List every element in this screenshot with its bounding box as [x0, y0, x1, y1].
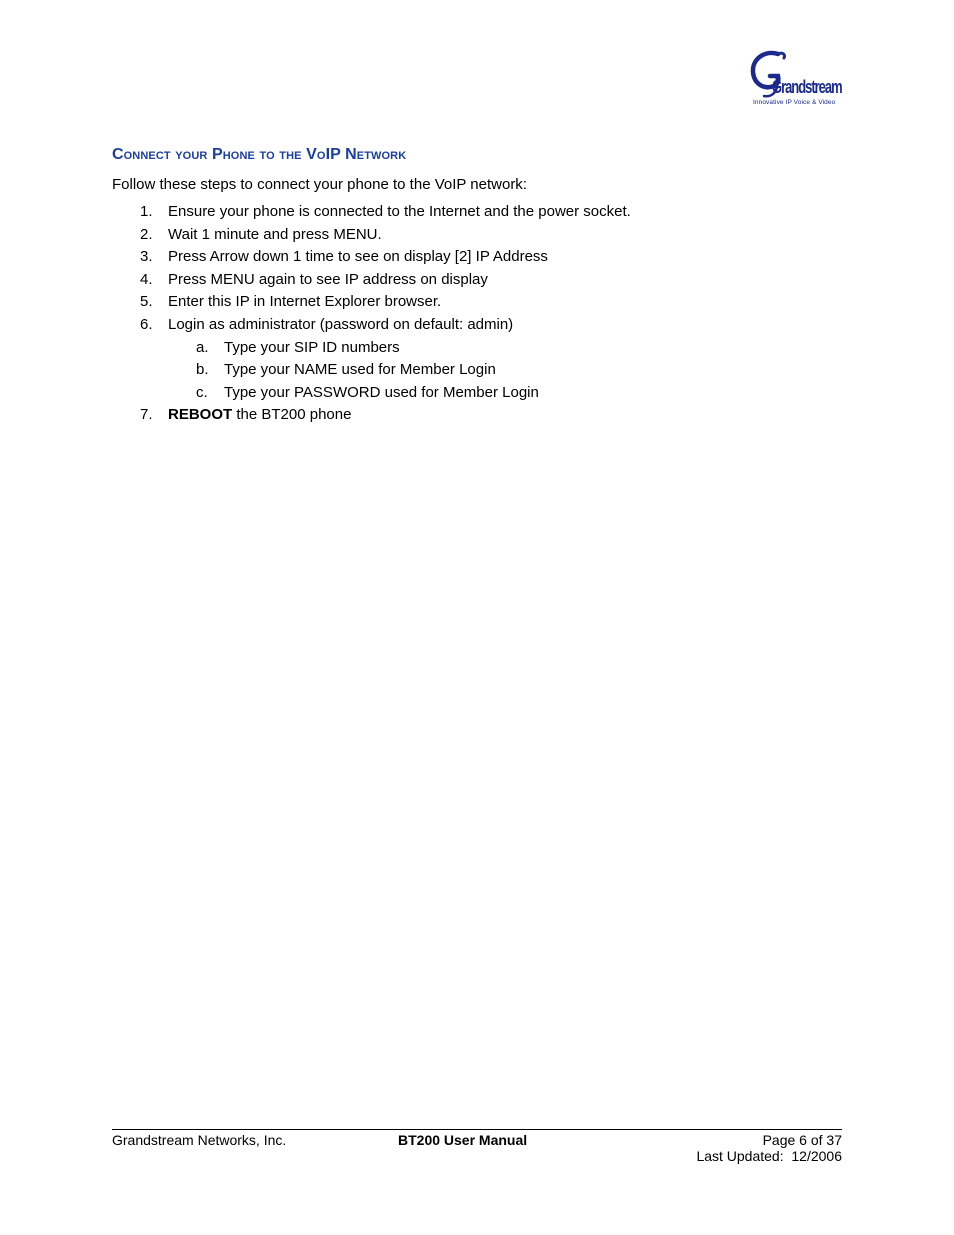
grandstream-logo [748, 48, 842, 110]
step-text: Enter this IP in Internet Explorer browser. [168, 293, 442, 311]
footer-page-info [696, 1132, 842, 1164]
step-text: Login as administrator (password on default: admin) [168, 315, 514, 333]
logo-tagline: Innovative IP Voice & Video [753, 99, 836, 106]
step-text: Press Arrow down 1 time to see on display [2] IP Address [168, 248, 548, 266]
step-text [168, 406, 351, 423]
footer-divider [112, 1129, 842, 1130]
step-number: 5. [140, 293, 153, 311]
step-number: 6. [140, 315, 153, 333]
logo-wordmark: Grandstream [772, 77, 842, 97]
substep-letter: a. [196, 338, 209, 356]
step-number: 4. [140, 270, 153, 288]
substep-text: Type your PASSWORD used for Member Login [224, 383, 539, 401]
step-text: Wait 1 minute and press MENU. [168, 225, 382, 243]
reboot-emphasis: REBOOT [168, 406, 233, 424]
footer-last-updated: Last Updated: 12/2006 [696, 1148, 842, 1164]
footer-company: Grandstream Networks, Inc. [112, 1132, 287, 1148]
footer-page-number: Page 6 of 37 [762, 1132, 842, 1148]
step-number: 2. [140, 225, 153, 243]
substep-letter: b. [196, 361, 209, 379]
substep-text: Type your NAME used for Member Login [224, 361, 496, 379]
step-number: 7. [140, 406, 153, 424]
intro-text: Follow these steps to connect your phone to the VoIP network: [112, 176, 527, 193]
reboot-rest: the BT200 phone [232, 406, 352, 424]
step-text: Press MENU again to see IP address on display [168, 270, 488, 288]
step-text: Ensure your phone is connected to the Internet and the power socket. [168, 203, 631, 220]
section-heading: Connect your Phone to the VoIP Network [112, 146, 407, 163]
step-number: 1. [140, 203, 153, 220]
footer-manual-title: BT200 User Manual [398, 1132, 528, 1148]
substep-letter: c. [196, 383, 208, 401]
substep-text: Type your SIP ID numbers [224, 338, 400, 356]
step-number: 3. [140, 248, 153, 266]
